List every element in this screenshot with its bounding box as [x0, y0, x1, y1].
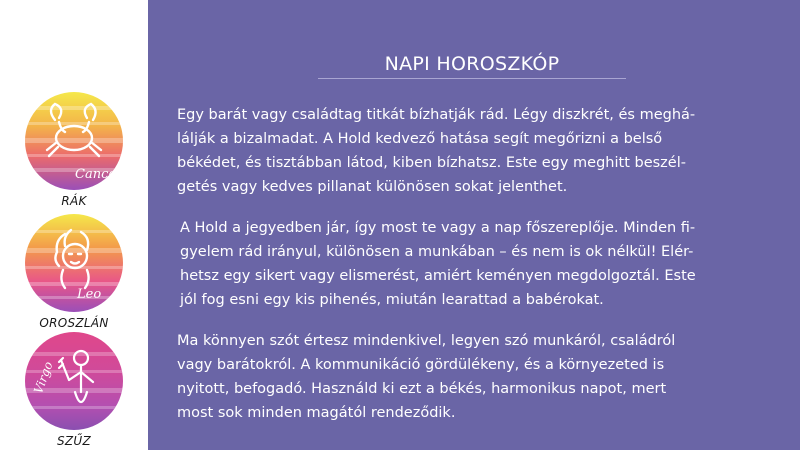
- maiden-icon: [25, 332, 123, 430]
- sign-leo[interactable]: [0, 214, 148, 330]
- title-divider: [318, 78, 626, 79]
- zodiac-sidebar: [0, 0, 148, 450]
- cancer-medallion: [25, 92, 123, 190]
- horoscope-text-cancer: [177, 103, 739, 199]
- sign-label: OROSZLÁN: [39, 316, 109, 330]
- text-line: vagy barátokról. A kommunikáció gördülékeny, és a környezeted is: [177, 357, 665, 373]
- sign-label: SZŰZ: [56, 434, 92, 448]
- page-title: NAPI HOROSZKÓP: [384, 53, 560, 75]
- sign-script: Virgo: [31, 359, 56, 396]
- text-line: A Hold a jegyedben jár, így most te vagy a nap főszereplője. Minden fi-: [180, 220, 696, 236]
- text-line: getés vagy kedves pillanat különösen sokat jelenthet.: [177, 179, 568, 195]
- horoscope-text-leo: [180, 216, 742, 312]
- horoscope-text-virgo: [177, 329, 739, 425]
- text-line: lálják a bizalmadat. A Hold kedvező hatása segít megőrizni a belső: [177, 131, 663, 147]
- text-line: békédet, és tisztábban látod, kiben bízhatsz. Este egy meghitt beszél-: [177, 155, 686, 171]
- sign-cancer[interactable]: [0, 92, 148, 208]
- leo-medallion: [25, 214, 123, 312]
- crab-icon: [25, 92, 123, 190]
- sign-virgo[interactable]: [0, 332, 148, 448]
- virgo-medallion: [25, 332, 123, 430]
- text-line: Ma könnyen szót értesz mindenkivel, legyen szó munkáról, családról: [177, 333, 676, 349]
- text-line: most sok minden magától rendeződik.: [177, 405, 456, 421]
- sign-script: Leo: [77, 287, 102, 302]
- sign-label: RÁK: [61, 194, 87, 208]
- text-line: hetsz egy sikert vagy elismerést, amiért keményen megdolgoztál. Este: [180, 268, 696, 284]
- text-line: Egy barát vagy családtag titkát bízhatják rád. Légy diszkrét, és meghá-: [177, 107, 696, 123]
- text-line: jól fog esni egy kis pihenés, miután learattad a babérokat.: [180, 292, 604, 308]
- lion-icon: [25, 214, 123, 312]
- sign-script: Cancer: [75, 167, 123, 182]
- text-line: nyitott, befogadó. Használd ki ezt a békés, harmonikus napot, mert: [177, 381, 667, 397]
- horoscope-panel: [148, 0, 800, 450]
- text-line: gyelem rád irányul, különösen a munkában – és nem is ok nélkül! Elér-: [180, 244, 694, 260]
